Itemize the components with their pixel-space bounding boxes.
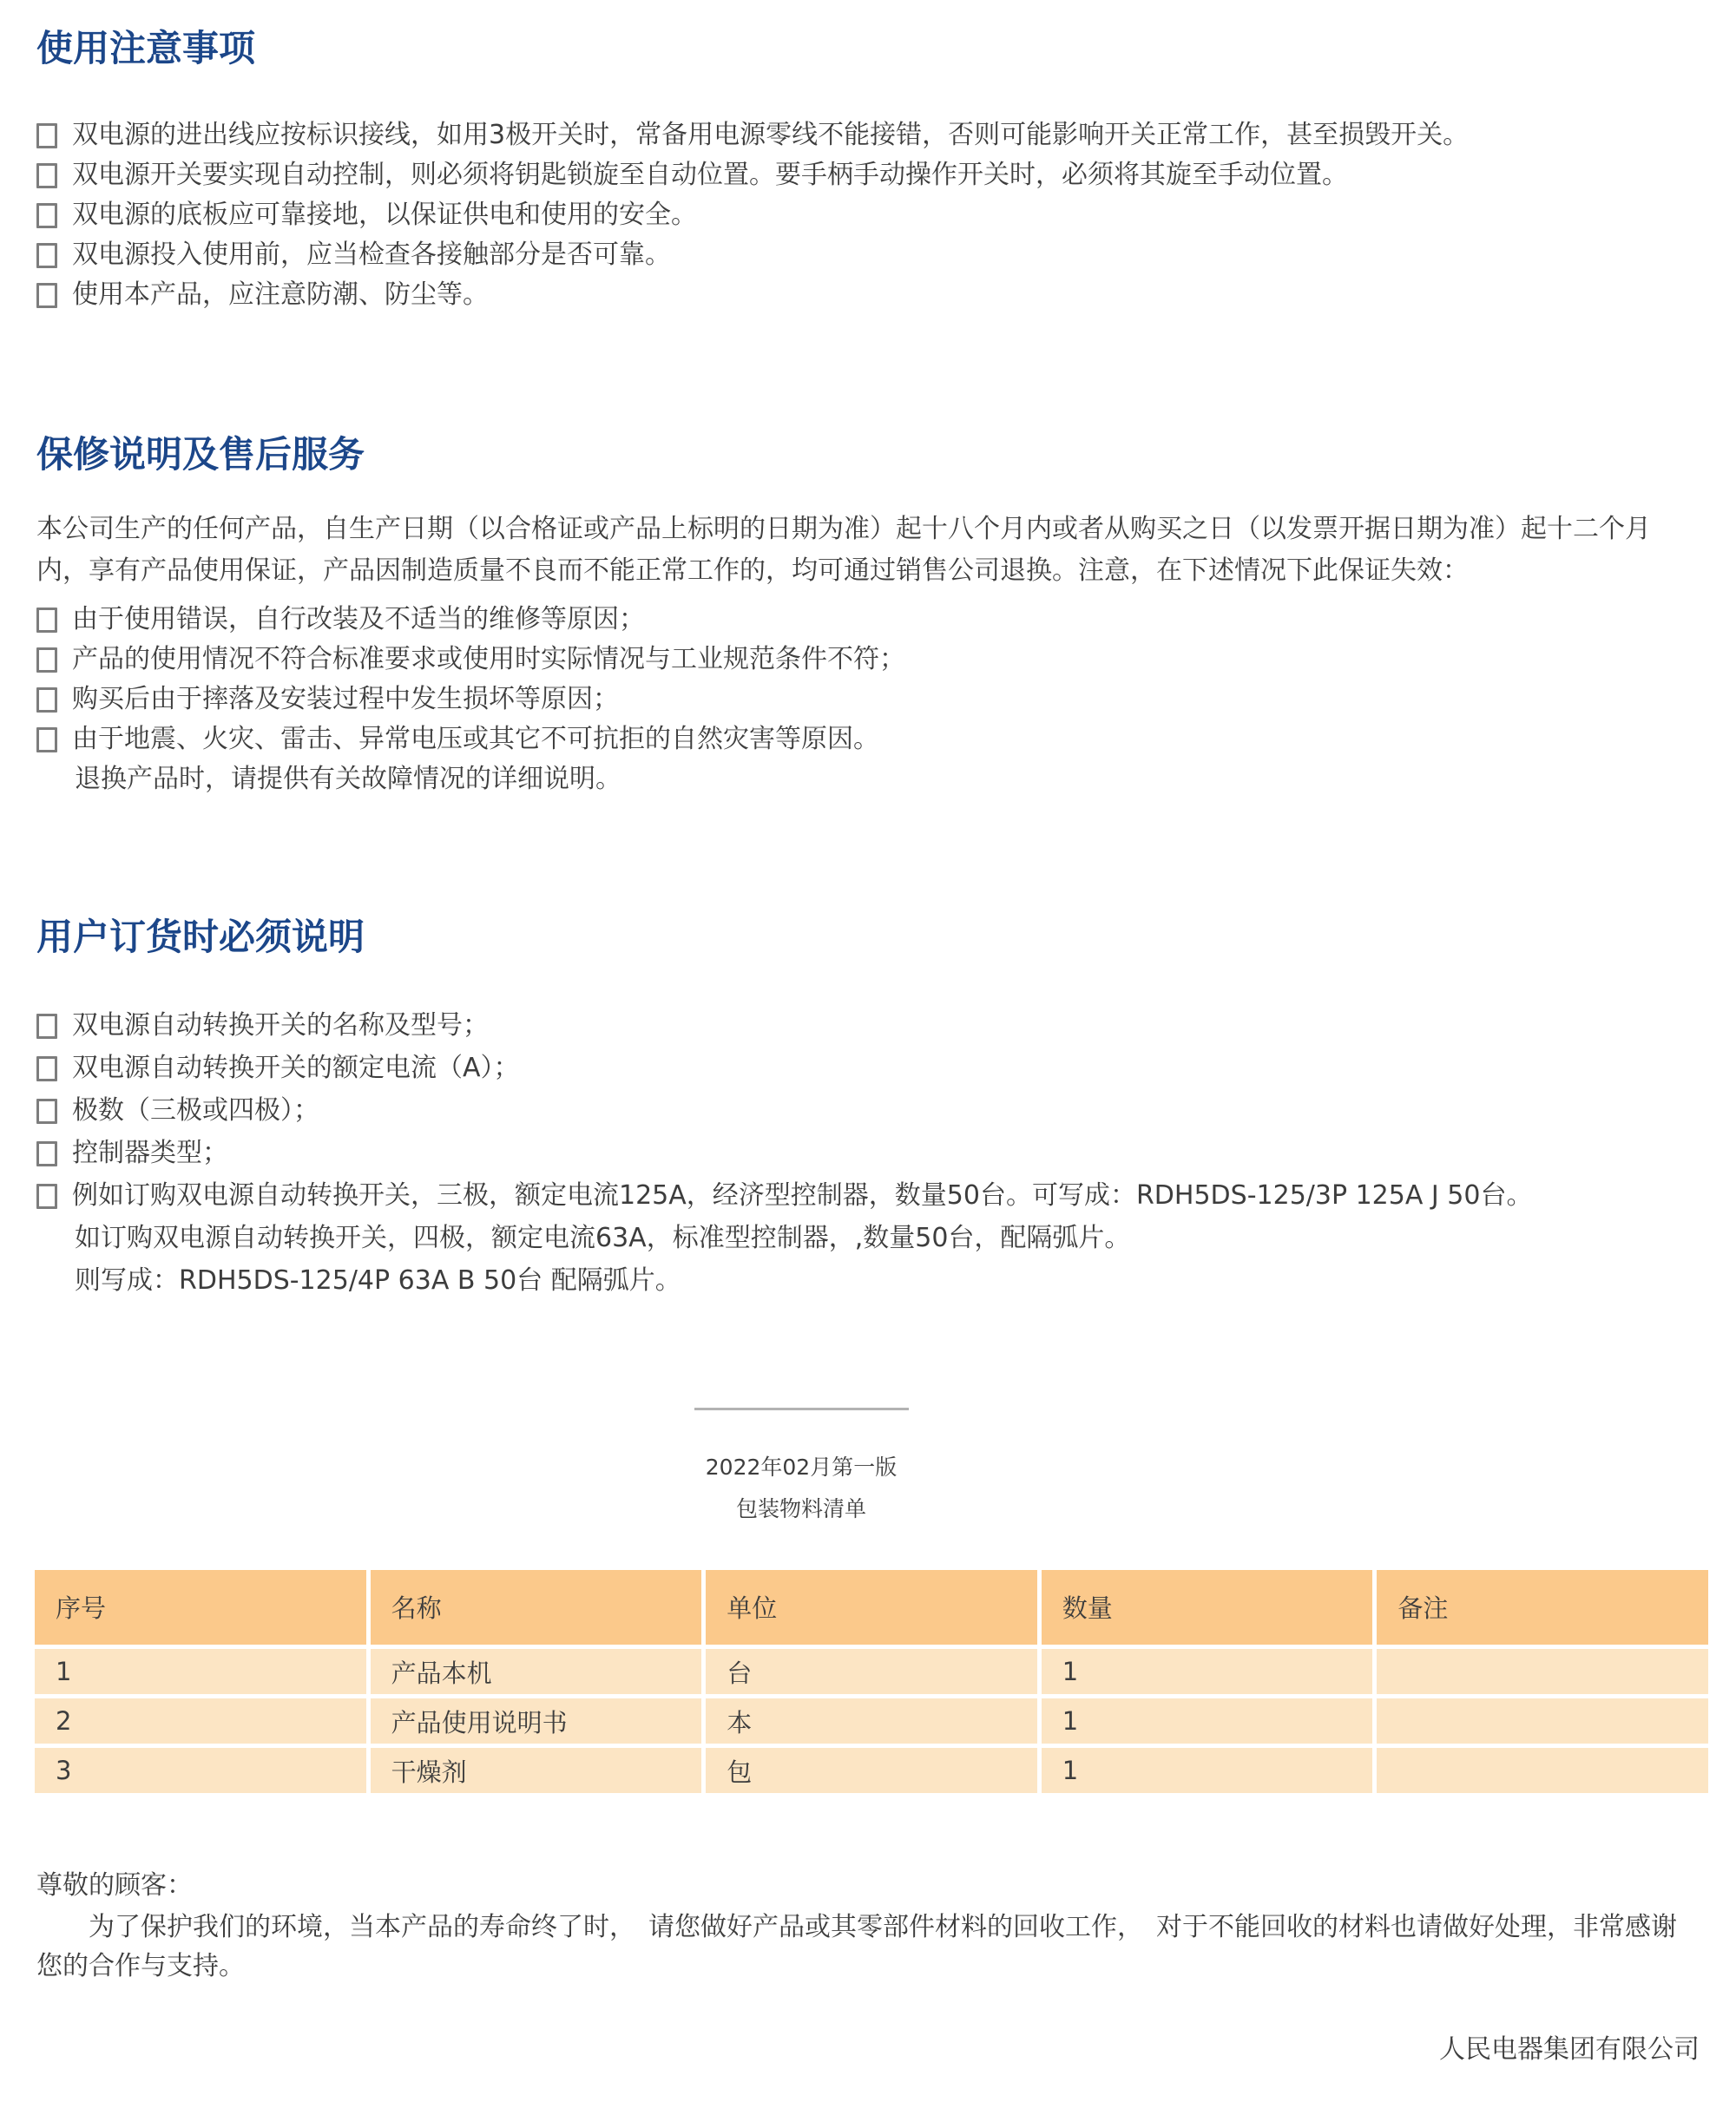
table-row [35, 1698, 1708, 1744]
column-header-index: 序号 [35, 1570, 366, 1645]
list-item-text: 双电源开关要实现自动控制，则必须将钥匙锁旋至自动位置。要手柄手动操作开关时，必须将其旋至手动位置。 [72, 160, 1348, 190]
ordering-list [36, 1010, 1700, 1212]
list-item-text: 由于使用错误，自行改装及不适当的维修等原因； [72, 604, 645, 634]
cell-remark [1377, 1748, 1708, 1793]
cell-unit: 台 [706, 1649, 1037, 1694]
ordering-section [36, 915, 1700, 1297]
warranty-intro: 本公司生产的任何产品，自生产日期（以合格证或产品上标明的日期为准）起十八个月内或者从购买之日（以发票开据日期为准）起十二个月内，享有产品使用保证，产品因制造质量不良而不能正常工作的，均可通过销售公司退换。注意，在下述情况下此保证失效： [36, 514, 1651, 586]
cell-index: 2 [35, 1698, 366, 1744]
divider-line [694, 1408, 909, 1410]
edition-date: 2022年02月第一版 [705, 1455, 898, 1480]
list-item [36, 1138, 1700, 1169]
cell-unit: 本 [706, 1698, 1037, 1744]
footer [36, 1866, 1700, 2066]
list-item [36, 200, 1700, 231]
cell-name: 产品本机 [371, 1649, 702, 1694]
list-item [36, 1053, 1700, 1084]
checkbox-icon [36, 727, 57, 752]
cell-name: 产品使用说明书 [371, 1698, 702, 1744]
packing-list-caption: 包装物料清单 [735, 1496, 866, 1521]
cell-index: 3 [35, 1748, 366, 1793]
list-item-text: 双电源的进出线应按标识接线，如用3极开关时，常备用电源零线不能接错，否则可能影响开关正常工作，甚至损毁开关。 [72, 120, 1470, 150]
cell-remark [1377, 1698, 1708, 1744]
list-item-text: 由于地震、火灾、雷击、异常电压或其它不可抗拒的自然灾害等原因。 [72, 724, 879, 754]
list-item [36, 1180, 1700, 1212]
cell-quantity: 1 [1042, 1649, 1373, 1694]
checkbox-icon [36, 1099, 57, 1124]
company-name: 人民电器集团有限公司 [1439, 2034, 1700, 2065]
list-item-text: 双电源自动转换开关的额定电流（A）； [72, 1053, 520, 1083]
checkbox-icon [36, 1056, 57, 1081]
table-body [35, 1649, 1708, 1793]
list-item [36, 684, 1700, 715]
cell-quantity: 1 [1042, 1698, 1373, 1744]
warranty-list [36, 604, 1700, 755]
cell-remark [1377, 1649, 1708, 1694]
usage-list [36, 120, 1700, 311]
column-header-name: 名称 [371, 1570, 702, 1645]
list-item [36, 240, 1700, 271]
table-header-row [35, 1570, 1708, 1645]
list-item-text: 双电源投入使用前，应当检查各接触部分是否可靠。 [72, 240, 671, 270]
list-item [36, 644, 1700, 675]
ordering-example-line: 如订购双电源自动转换开关，四极，额定电流63A，标准型控制器，,数量50台，配隔弧片。 [75, 1223, 1131, 1253]
checkbox-icon [36, 608, 57, 633]
checkbox-icon [36, 1141, 57, 1166]
checkbox-icon [36, 647, 57, 673]
list-item [36, 160, 1700, 191]
ordering-example-line: 则写成：RDH5DS-125/4P 63A B 50台 配隔弧片。 [75, 1265, 681, 1296]
section-title-warranty: 保修说明及售后服务 [36, 433, 365, 476]
list-item-text: 双电源的底板应可靠接地，以保证供电和使用的安全。 [72, 200, 697, 230]
warranty-note: 退换产品时，请提供有关故障情况的详细说明。 [75, 764, 621, 794]
checkbox-icon [36, 1014, 57, 1039]
list-item [36, 1095, 1700, 1127]
list-item-text: 双电源自动转换开关的名称及型号； [72, 1010, 489, 1041]
usage-section [36, 26, 1700, 311]
list-item [36, 724, 1700, 755]
packing-table [35, 1570, 1708, 1793]
edition-block [584, 1408, 1018, 1530]
cell-quantity: 1 [1042, 1748, 1373, 1793]
list-item-text: 控制器类型； [72, 1138, 228, 1168]
cell-name: 干燥剂 [371, 1748, 702, 1793]
list-item [36, 279, 1700, 311]
column-header-unit: 单位 [706, 1570, 1037, 1645]
list-item [36, 120, 1700, 151]
checkbox-icon [36, 1184, 57, 1209]
table-row [35, 1649, 1708, 1694]
list-item [36, 1010, 1700, 1041]
checkbox-icon [36, 203, 57, 228]
section-title-usage: 使用注意事项 [36, 27, 256, 69]
section-title-ordering: 用户订货时必须说明 [36, 916, 365, 958]
list-item-text: 购买后由于摔落及安装过程中发生损坏等原因； [72, 684, 619, 714]
table-row [35, 1748, 1708, 1793]
cell-index: 1 [35, 1649, 366, 1694]
checkbox-icon [36, 123, 57, 148]
list-item-text: 例如订购双电源自动转换开关，三极，额定电流125A，经济型控制器，数量50台。可写成：RDH5DS-125/3P 125A J 50台。 [72, 1180, 1533, 1211]
list-item-text: 使用本产品，应注意防潮、防尘等。 [72, 279, 489, 310]
checkbox-icon [36, 687, 57, 713]
checkbox-icon [36, 163, 57, 188]
list-item-text: 极数（三极或四极）； [72, 1095, 319, 1126]
column-header-quantity: 数量 [1042, 1570, 1373, 1645]
column-header-remark: 备注 [1377, 1570, 1708, 1645]
warranty-section [36, 432, 1700, 795]
cell-unit: 包 [706, 1748, 1037, 1793]
list-item [36, 604, 1700, 635]
recycling-message: 为了保护我们的环境，当本产品的寿命终了时， 请您做好产品或其零部件材料的回收工作， 对于不能回收的材料也请做好处理，非常感谢您的合作与支持。 [36, 1912, 1677, 1981]
checkbox-icon [36, 283, 57, 308]
list-item-text: 产品的使用情况不符合标准要求或使用时实际情况与工业规范条件不符； [72, 644, 905, 674]
customer-salutation: 尊敬的顾客： [36, 1870, 193, 1901]
checkbox-icon [36, 243, 57, 268]
